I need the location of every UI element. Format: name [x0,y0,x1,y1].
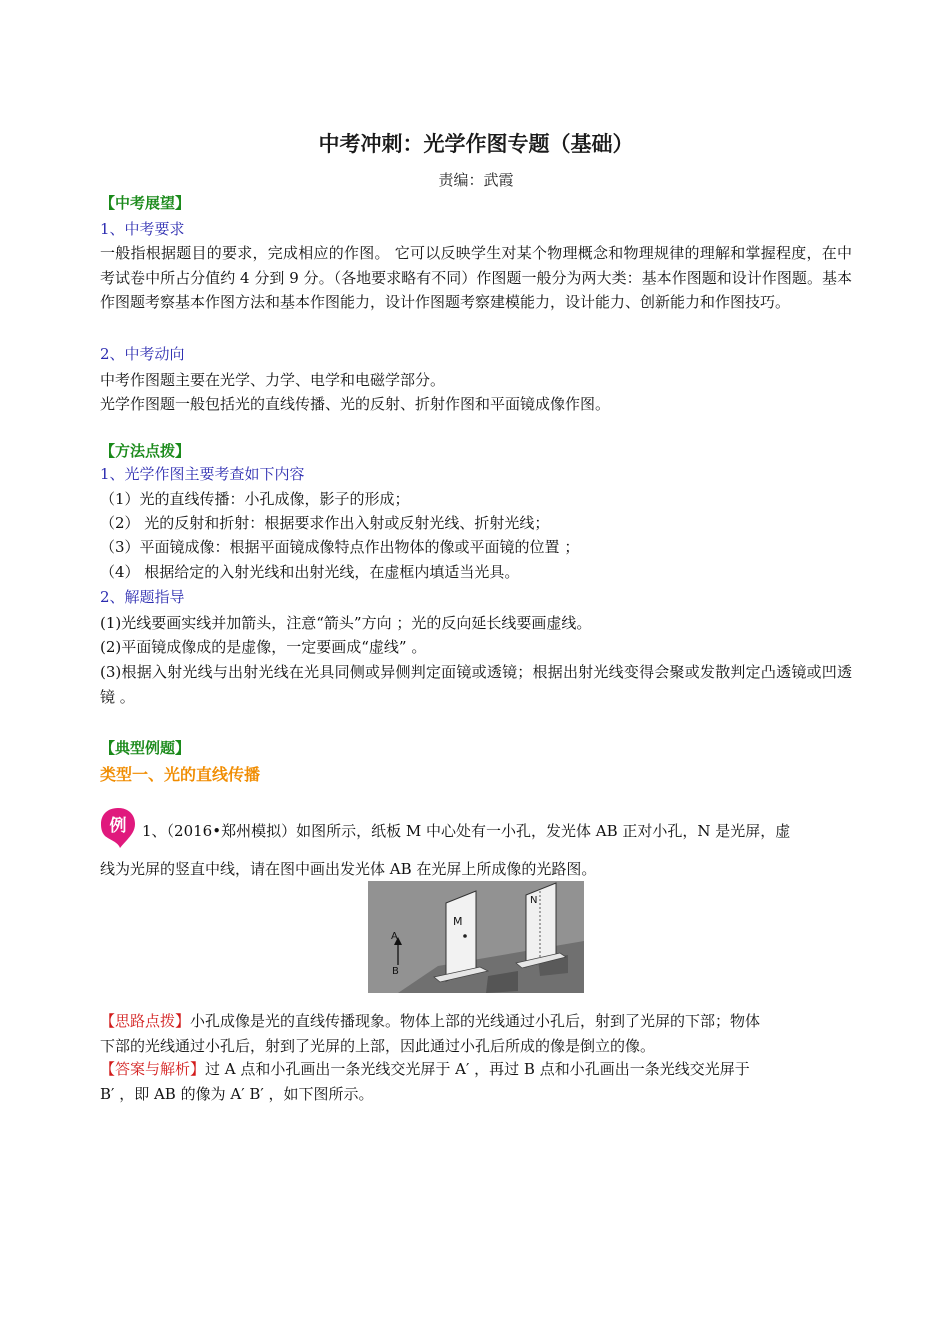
guide-item: (3)根据入射光线与出射光线在光具同侧或异侧判定面镜或透镜；根据出射光线变得会聚或发散判定凸透镜或凹透镜 。 [100,663,852,706]
subheading-trends: 2、中考动向 [100,345,185,363]
list-item: （2） 光的反射和折射：根据要求作出入射或反射光线、折射光线； [100,514,550,532]
page-title: 中考冲刺：光学作图专题（基础） [318,132,634,156]
answer-text-1: 过 A 点和小孔画出一条光线交光屏于 A′ ，再过 B 点和小孔画出一条光线交光屏于 [205,1060,750,1078]
figure-label-b: B [392,966,399,977]
pinhole-figure [368,881,584,993]
figure-label-m: M [453,915,463,928]
paragraph-requirements: 一般指根据题目的要求，完成相应的作图。 它可以反映学生对某个物理概念和物理规律的理解和掌握程度，在中考试卷中所占分值约 4 分到 9 分。（各地要求略有不同）作图题一般分为两大类：基本作图题和设计作图题。基本作图题考察基本作图方法和基本作图能力，设计作图题考察建模能力，设计能力、创新能力和作图技巧。 [100,244,852,311]
editor-line: 责编：武霞 [438,171,514,189]
question-line-1: 1、（2016•郑州模拟）如图所示，纸板 M 中心处有一小孔，发光体 AB 正对小孔，N 是光屏，虚 [142,822,791,840]
subheading-requirements: 1、中考要求 [100,220,185,238]
hint-text-2: 下部的光线通过小孔后，射到了光屏的上部，因此通过小孔后所成的像是倒立的像。 [100,1036,656,1055]
subheading-solving-guide: 2、解题指导 [100,588,185,606]
paragraph-trends-2: 光学作图题一般包括光的直线传播、光的反射、折射作图和平面镜成像作图。 [100,395,611,413]
paragraph-trends-1: 中考作图题主要在光学、力学、电学和电磁学部分。 [100,371,446,389]
list-item: （1）光的直线传播：小孔成像，影子的形成； [100,490,410,508]
section-heading-outlook: 【中考展望】 [100,194,191,212]
subheading-optics-content: 1、光学作图主要考查如下内容 [100,465,305,483]
hint-text-1: 小孔成像是光的直线传播现象。物体上部的光线通过小孔后，射到了光屏的下部；物体 [190,1012,761,1030]
section-heading-method: 【方法点拨】 [100,442,191,460]
hint-tag: 【思路点拨】 [100,1012,191,1030]
guide-item: (2)平面镜成像成的是虚像，一定要画成“虚线” 。 [100,638,427,656]
figure-label-n: N [530,895,538,906]
type-heading-straight-propagation: 类型一、光的直线传播 [100,765,261,784]
answer-text-2: B′ ，即 AB 的像为 A′ B′ ，如下图所示。 [100,1084,374,1103]
question-line-2: 线为光屏的竖直中线，请在图中画出发光体 AB 在光屏上所成像的光路图。 [100,860,597,878]
answer-paragraph [100,1057,852,1106]
list-item: （3）平面镜成像：根据平面镜成像特点作出物体的像或平面镜的位置 ； [100,538,580,556]
example-badge-char: 例 [109,816,127,836]
hint-paragraph [100,1009,852,1058]
answer-tag: 【答案与解析】 [100,1060,206,1078]
section-heading-examples: 【典型例题】 [100,739,191,757]
example-badge-icon [100,806,136,850]
guide-item: (1)光线要画实线并加箭头，注意“箭头”方向 ；光的反向延长线要画虚线。 [100,614,592,632]
figure-label-a: A [391,931,398,942]
list-item: （4） 根据给定的入射光线和出射光线，在虚框内填适当光具。 [100,563,520,581]
